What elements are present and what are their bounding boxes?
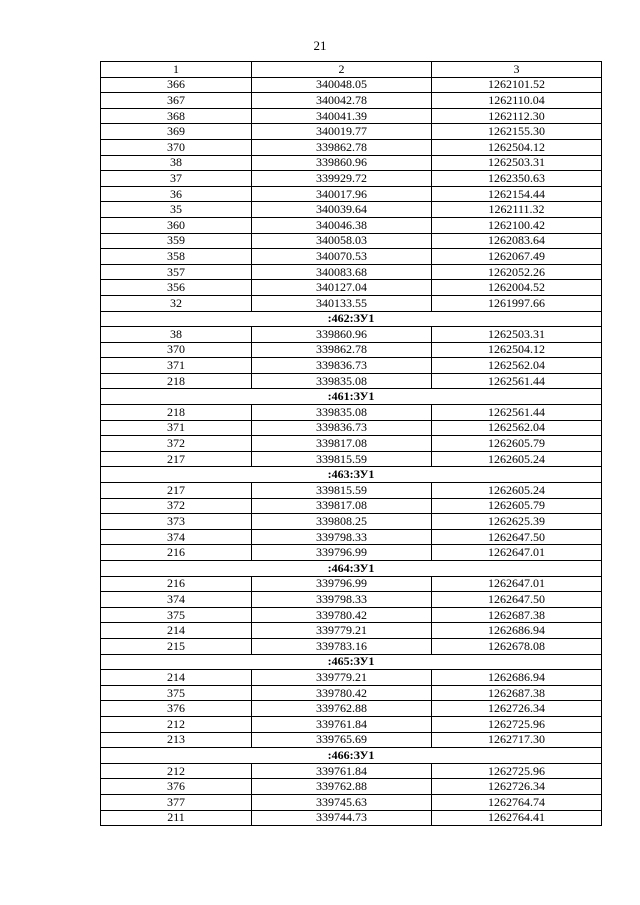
x-coordinate-cell: 339745.63: [252, 794, 432, 810]
point-number-cell: 32: [101, 295, 252, 311]
x-coordinate-cell: 339835.08: [252, 373, 432, 389]
table-row: [101, 217, 602, 233]
table-row: [101, 405, 602, 421]
y-coordinate-cell: 1262687.38: [432, 685, 602, 701]
x-coordinate-cell: 339779.21: [252, 670, 432, 686]
table-row: [101, 139, 602, 155]
point-number-cell: 358: [101, 249, 252, 265]
point-number-cell: 36: [101, 186, 252, 202]
x-coordinate-cell: 339765.69: [252, 732, 432, 748]
table-row: [101, 779, 602, 795]
table-row: [101, 685, 602, 701]
point-number-cell: 356: [101, 280, 252, 296]
table-row: [101, 77, 602, 93]
y-coordinate-cell: 1262647.50: [432, 592, 602, 608]
x-coordinate-cell: 339836.73: [252, 358, 432, 374]
table-row: [101, 623, 602, 639]
x-coordinate-cell: 339808.25: [252, 514, 432, 530]
point-number-cell: 375: [101, 607, 252, 623]
point-number-cell: 37: [101, 171, 252, 187]
y-coordinate-cell: 1262503.31: [432, 155, 602, 171]
y-coordinate-cell: 1262004.52: [432, 280, 602, 296]
y-coordinate-cell: 1262562.04: [432, 420, 602, 436]
table-row: [101, 171, 602, 187]
column-header-2: 2: [252, 62, 432, 78]
section-label: :466:ЗУ1: [101, 748, 602, 764]
point-number-cell: 375: [101, 685, 252, 701]
x-coordinate-cell: 339783.16: [252, 638, 432, 654]
table-row: [101, 202, 602, 218]
point-number-cell: 214: [101, 670, 252, 686]
coordinates-table: [100, 61, 602, 826]
section-label: :464:ЗУ1: [101, 561, 602, 577]
y-coordinate-cell: 1262561.44: [432, 405, 602, 421]
section-label: :462:ЗУ1: [101, 311, 602, 327]
y-coordinate-cell: 1262350.63: [432, 171, 602, 187]
point-number-cell: 373: [101, 514, 252, 530]
point-number-cell: 357: [101, 264, 252, 280]
y-coordinate-cell: 1262725.96: [432, 763, 602, 779]
y-coordinate-cell: 1262100.42: [432, 217, 602, 233]
point-number-cell: 35: [101, 202, 252, 218]
x-coordinate-cell: 339762.88: [252, 701, 432, 717]
point-number-cell: 376: [101, 701, 252, 717]
x-coordinate-cell: 340048.05: [252, 77, 432, 93]
table-row: [101, 420, 602, 436]
y-coordinate-cell: 1262101.52: [432, 77, 602, 93]
table-row: [101, 124, 602, 140]
table-row: [101, 763, 602, 779]
x-coordinate-cell: 339762.88: [252, 779, 432, 795]
point-number-cell: 368: [101, 108, 252, 124]
x-coordinate-cell: 339796.99: [252, 576, 432, 592]
point-number-cell: 371: [101, 358, 252, 374]
table-row: [101, 592, 602, 608]
table-row: [101, 483, 602, 499]
x-coordinate-cell: 339815.59: [252, 451, 432, 467]
point-number-cell: 215: [101, 638, 252, 654]
table-row: [101, 436, 602, 452]
x-coordinate-cell: 339817.08: [252, 498, 432, 514]
y-coordinate-cell: 1262067.49: [432, 249, 602, 265]
table-row: [101, 233, 602, 249]
x-coordinate-cell: 339780.42: [252, 685, 432, 701]
y-coordinate-cell: 1262647.01: [432, 576, 602, 592]
x-coordinate-cell: 339862.78: [252, 139, 432, 155]
y-coordinate-cell: 1262083.64: [432, 233, 602, 249]
section-label: :465:ЗУ1: [101, 654, 602, 670]
y-coordinate-cell: 1262687.38: [432, 607, 602, 623]
y-coordinate-cell: 1262726.34: [432, 779, 602, 795]
x-coordinate-cell: 339761.84: [252, 763, 432, 779]
table-row: [101, 529, 602, 545]
section-label: :461:ЗУ1: [101, 389, 602, 405]
point-number-cell: 360: [101, 217, 252, 233]
y-coordinate-cell: 1262605.24: [432, 451, 602, 467]
point-number-cell: 218: [101, 373, 252, 389]
x-coordinate-cell: 340046.38: [252, 217, 432, 233]
y-coordinate-cell: 1262111.32: [432, 202, 602, 218]
section-row: [101, 654, 602, 670]
point-number-cell: 367: [101, 93, 252, 109]
section-label: :463:ЗУ1: [101, 467, 602, 483]
table-row: [101, 545, 602, 561]
y-coordinate-cell: 1262562.04: [432, 358, 602, 374]
point-number-cell: 376: [101, 779, 252, 795]
x-coordinate-cell: 340133.55: [252, 295, 432, 311]
table-row: [101, 732, 602, 748]
x-coordinate-cell: 339744.73: [252, 810, 432, 826]
table-row: [101, 327, 602, 343]
table-row: [101, 264, 602, 280]
point-number-cell: 214: [101, 623, 252, 639]
table-row: [101, 155, 602, 171]
point-number-cell: 213: [101, 732, 252, 748]
point-number-cell: 212: [101, 763, 252, 779]
table-row: [101, 701, 602, 717]
y-coordinate-cell: 1262678.08: [432, 638, 602, 654]
x-coordinate-cell: 339836.73: [252, 420, 432, 436]
table-row: [101, 638, 602, 654]
table-row: [101, 358, 602, 374]
point-number-cell: 372: [101, 498, 252, 514]
point-number-cell: 371: [101, 420, 252, 436]
page-number: 21: [313, 38, 327, 53]
y-coordinate-cell: 1262155.30: [432, 124, 602, 140]
y-coordinate-cell: 1262504.12: [432, 139, 602, 155]
point-number-cell: 216: [101, 545, 252, 561]
x-coordinate-cell: 339835.08: [252, 405, 432, 421]
table-row: [101, 576, 602, 592]
table-row: [101, 342, 602, 358]
table-header-row: [101, 62, 602, 78]
section-row: [101, 389, 602, 405]
point-number-cell: 217: [101, 483, 252, 499]
y-coordinate-cell: 1262110.04: [432, 93, 602, 109]
x-coordinate-cell: 339815.59: [252, 483, 432, 499]
point-number-cell: 216: [101, 576, 252, 592]
x-coordinate-cell: 340019.77: [252, 124, 432, 140]
x-coordinate-cell: 339860.96: [252, 155, 432, 171]
point-number-cell: 370: [101, 342, 252, 358]
table-row: [101, 716, 602, 732]
y-coordinate-cell: 1262561.44: [432, 373, 602, 389]
x-coordinate-cell: 339860.96: [252, 327, 432, 343]
x-coordinate-cell: 340041.39: [252, 108, 432, 124]
y-coordinate-cell: 1262717.30: [432, 732, 602, 748]
table-row: [101, 451, 602, 467]
y-coordinate-cell: 1262605.79: [432, 436, 602, 452]
table-row: [101, 670, 602, 686]
y-coordinate-cell: 1262112.30: [432, 108, 602, 124]
point-number-cell: 212: [101, 716, 252, 732]
y-coordinate-cell: 1262686.94: [432, 670, 602, 686]
table-row: [101, 295, 602, 311]
x-coordinate-cell: 340042.78: [252, 93, 432, 109]
table-row: [101, 514, 602, 530]
point-number-cell: 217: [101, 451, 252, 467]
x-coordinate-cell: 340127.04: [252, 280, 432, 296]
point-number-cell: 377: [101, 794, 252, 810]
table-row: [101, 186, 602, 202]
point-number-cell: 370: [101, 139, 252, 155]
table-row: [101, 93, 602, 109]
table-body: [101, 77, 602, 826]
y-coordinate-cell: 1262647.50: [432, 529, 602, 545]
point-number-cell: 38: [101, 155, 252, 171]
y-coordinate-cell: 1262605.79: [432, 498, 602, 514]
point-number-cell: 374: [101, 592, 252, 608]
table-row: [101, 373, 602, 389]
y-coordinate-cell: 1262625.39: [432, 514, 602, 530]
x-coordinate-cell: 339798.33: [252, 529, 432, 545]
table-row: [101, 607, 602, 623]
y-coordinate-cell: 1262052.26: [432, 264, 602, 280]
x-coordinate-cell: 339780.42: [252, 607, 432, 623]
column-header-3: 3: [432, 62, 602, 78]
point-number-cell: 374: [101, 529, 252, 545]
x-coordinate-cell: 339779.21: [252, 623, 432, 639]
x-coordinate-cell: 339761.84: [252, 716, 432, 732]
table-row: [101, 794, 602, 810]
x-coordinate-cell: 340083.68: [252, 264, 432, 280]
y-coordinate-cell: 1262504.12: [432, 342, 602, 358]
table-row: [101, 280, 602, 296]
x-coordinate-cell: 340017.96: [252, 186, 432, 202]
x-coordinate-cell: 340070.53: [252, 249, 432, 265]
y-coordinate-cell: 1262647.01: [432, 545, 602, 561]
point-number-cell: 218: [101, 405, 252, 421]
point-number-cell: 369: [101, 124, 252, 140]
point-number-cell: 38: [101, 327, 252, 343]
y-coordinate-cell: 1262503.31: [432, 327, 602, 343]
x-coordinate-cell: 339929.72: [252, 171, 432, 187]
y-coordinate-cell: 1262726.34: [432, 701, 602, 717]
section-row: [101, 561, 602, 577]
table-row: [101, 249, 602, 265]
point-number-cell: 211: [101, 810, 252, 826]
y-coordinate-cell: 1262764.74: [432, 794, 602, 810]
point-number-cell: 359: [101, 233, 252, 249]
table-row: [101, 108, 602, 124]
y-coordinate-cell: 1262686.94: [432, 623, 602, 639]
column-header-1: 1: [101, 62, 252, 78]
section-row: [101, 748, 602, 764]
x-coordinate-cell: 339862.78: [252, 342, 432, 358]
y-coordinate-cell: 1262605.24: [432, 483, 602, 499]
x-coordinate-cell: 339798.33: [252, 592, 432, 608]
x-coordinate-cell: 340039.64: [252, 202, 432, 218]
table-row: [101, 810, 602, 826]
section-row: [101, 467, 602, 483]
section-row: [101, 311, 602, 327]
x-coordinate-cell: 340058.03: [252, 233, 432, 249]
y-coordinate-cell: 1262725.96: [432, 716, 602, 732]
table-row: [101, 498, 602, 514]
y-coordinate-cell: 1262764.41: [432, 810, 602, 826]
x-coordinate-cell: 339817.08: [252, 436, 432, 452]
y-coordinate-cell: 1262154.44: [432, 186, 602, 202]
point-number-cell: 372: [101, 436, 252, 452]
point-number-cell: 366: [101, 77, 252, 93]
y-coordinate-cell: 1261997.66: [432, 295, 602, 311]
x-coordinate-cell: 339796.99: [252, 545, 432, 561]
